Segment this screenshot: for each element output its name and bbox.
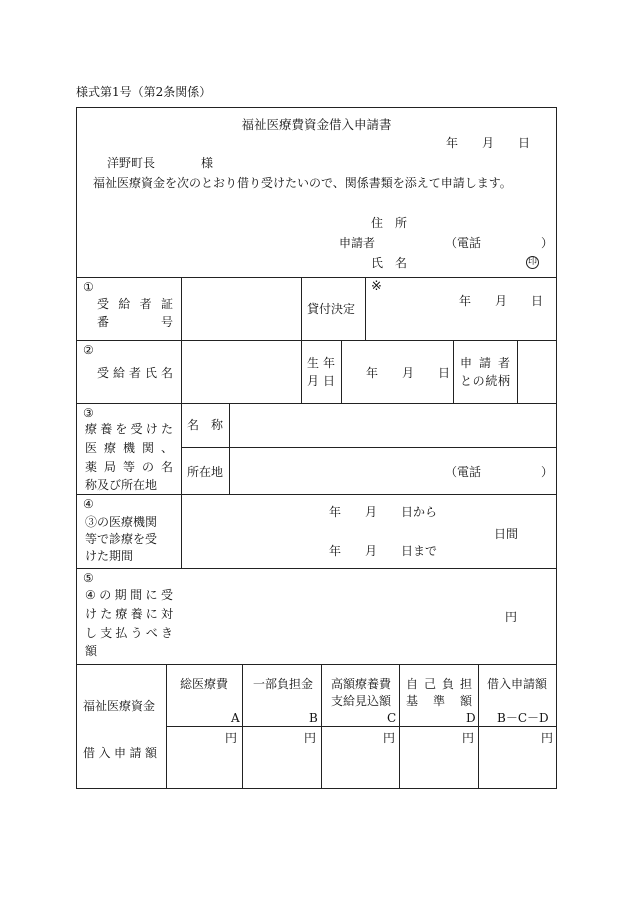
high-cost-benefit-label-1: 高額療養費 <box>331 677 392 691</box>
treatment-period-label-1: ③の医療機関 <box>85 515 158 529</box>
period-to-suffix: 日まで <box>401 544 438 558</box>
loan-decision-label: 貸付決定 <box>307 302 356 316</box>
self-pay-standard-label-1 <box>406 678 472 690</box>
column-letter-b: B <box>309 711 318 725</box>
label-char: 額 <box>459 694 472 708</box>
institution-label-4: 称及び所在地 <box>85 478 158 492</box>
period-from-month: 月 <box>365 505 378 519</box>
label-char: 年 <box>322 356 335 370</box>
label-char: 基 <box>406 694 419 708</box>
label-char: 受 <box>97 297 110 311</box>
loan-decision-year: 年 <box>459 294 472 308</box>
header-month: 月 <box>482 136 495 150</box>
recipient-cert-label-2 <box>97 316 173 328</box>
label-char: う <box>130 626 143 640</box>
column-e-unit: 円 <box>541 731 554 745</box>
column-divider <box>341 340 342 403</box>
label-char: 等 <box>122 460 135 474</box>
loan-request-amount-label: 借入申請額 <box>487 677 548 691</box>
row-divider <box>181 447 556 448</box>
label-char: 対 <box>160 607 173 621</box>
addressee: 洋野町長 <box>107 156 156 170</box>
partial-copay-label: 一部負担金 <box>253 677 314 691</box>
label-char: 局 <box>103 460 116 474</box>
seal-mark: 印 <box>527 257 537 267</box>
birth-month: 月 <box>402 366 415 380</box>
row-divider <box>77 494 556 495</box>
label-char: 氏 <box>144 366 157 380</box>
birthdate-label-2 <box>307 375 335 387</box>
column-letter-d: D <box>466 711 476 725</box>
label-char: 月 <box>307 374 320 388</box>
label-char: ④ <box>85 588 96 602</box>
column-divider <box>166 664 167 788</box>
payment-label-4: 額 <box>85 644 98 658</box>
label-char: を <box>115 422 128 436</box>
payment-label-1 <box>85 589 173 601</box>
label-char: 関 <box>141 441 154 455</box>
label-char: 機 <box>122 441 135 455</box>
relation-label-1 <box>460 357 510 369</box>
loan-decision-month: 月 <box>495 294 508 308</box>
institution-label-3 <box>85 461 173 473</box>
column-letter-a: A <box>231 711 240 725</box>
label-char: 支 <box>100 626 113 640</box>
column-d-unit: 円 <box>462 731 475 745</box>
column-divider <box>321 664 322 788</box>
label-char: 間 <box>130 588 143 602</box>
applicant-name-label: 氏 名 <box>371 256 408 270</box>
label-char: 療 <box>85 422 98 436</box>
label-char: 生 <box>307 356 320 370</box>
column-letter-c: C <box>387 711 397 725</box>
application-statement: 福祉医療資金を次のとおり借り受けたいので、関係書類を添えて申請します。 <box>93 176 512 190</box>
label-char: 己 <box>423 677 436 691</box>
birthdate-label-1 <box>307 357 335 369</box>
institution-phone-label: （電話 ） <box>445 465 554 479</box>
label-char: の <box>141 460 154 474</box>
treatment-period-label-3: けた期間 <box>85 549 134 563</box>
label-char: た <box>100 607 113 621</box>
birth-year: 年 <box>366 366 379 380</box>
column-divider <box>301 277 302 403</box>
label-char: 医 <box>85 441 98 455</box>
label-char: の <box>99 588 112 602</box>
period-to-month: 月 <box>365 544 378 558</box>
recipient-name-label <box>97 367 173 379</box>
institution-location-label: 所在地 <box>187 465 224 479</box>
label-char: 借 <box>83 746 96 760</box>
label-char: の <box>472 374 485 388</box>
label-char: と <box>460 374 473 388</box>
institution-label-1 <box>85 423 173 435</box>
applicant-label: 申請者 <box>339 236 376 250</box>
column-divider <box>242 664 243 788</box>
column-divider <box>453 340 454 403</box>
label-char: 号 <box>160 315 173 329</box>
column-divider <box>517 340 518 403</box>
column-c-unit: 円 <box>383 731 396 745</box>
form-number-label: 様式第1号（第2条関係） <box>76 85 212 99</box>
label-char: 、 <box>160 441 173 455</box>
office-use-mark: ※ <box>371 279 382 294</box>
row-number-4: ④ <box>83 497 94 511</box>
loan-label-1: 福祉医療資金 <box>83 699 156 713</box>
label-char: 入 <box>98 746 111 760</box>
period-days: 日間 <box>494 527 519 541</box>
label-char: 日 <box>322 374 335 388</box>
form-title: 福祉医療費資金借入申請書 <box>241 117 392 132</box>
label-char: け <box>145 422 158 436</box>
label-char: 自 <box>406 677 419 691</box>
period-from-suffix: 日から <box>401 505 438 519</box>
label-char: 名 <box>160 366 173 380</box>
treatment-period-label-2: 等で診療を受 <box>85 532 158 546</box>
payment-label-2 <box>85 608 173 620</box>
label-char: に <box>145 588 158 602</box>
label-char: け <box>85 607 98 621</box>
row-number-3: ③ <box>83 406 94 420</box>
row-divider <box>77 340 556 341</box>
label-char: 負 <box>441 677 454 691</box>
label-char: 番 <box>97 315 110 329</box>
period-to-year: 年 <box>329 544 342 558</box>
label-char: し <box>85 626 98 640</box>
label-char: 証 <box>160 297 173 311</box>
label-char: 期 <box>114 588 127 602</box>
row-divider <box>166 726 556 727</box>
label-char: た <box>160 422 173 436</box>
column-divider <box>365 277 366 340</box>
label-char: 受 <box>160 588 173 602</box>
row-divider <box>77 403 556 404</box>
loan-application-form <box>76 107 557 789</box>
address-label: 住 所 <box>371 216 408 230</box>
row-divider <box>77 664 556 665</box>
column-formula: B－C－D <box>497 711 549 725</box>
row-divider <box>77 277 556 278</box>
label-char: 養 <box>100 422 113 436</box>
label-char: べ <box>145 626 158 640</box>
label-char: 療 <box>115 607 128 621</box>
birth-day: 日 <box>438 366 451 380</box>
loan-decision-day: 日 <box>531 294 544 308</box>
relation-label-2 <box>460 375 510 387</box>
column-divider <box>181 277 182 568</box>
label-char: 者 <box>139 297 152 311</box>
column-divider <box>478 664 479 788</box>
row-number-2: ② <box>83 343 94 357</box>
total-medical-cost-label: 総医療費 <box>180 677 229 691</box>
loan-label-2 <box>83 747 157 759</box>
row-number-1: ① <box>83 280 94 294</box>
high-cost-benefit-label-2: 支給見込額 <box>331 694 392 708</box>
honorific: 様 <box>201 156 214 170</box>
label-char: 申 <box>113 746 126 760</box>
label-char: 払 <box>115 626 128 640</box>
payment-label-3 <box>85 627 173 639</box>
column-b-unit: 円 <box>304 731 317 745</box>
institution-label-2 <box>85 442 173 454</box>
label-char: 薬 <box>85 460 98 474</box>
recipient-cert-label-1 <box>97 298 173 310</box>
self-pay-standard-label-2 <box>406 695 472 707</box>
applicant-phone-label: （電話 ） <box>445 236 554 250</box>
label-char: 続 <box>485 374 498 388</box>
payment-unit: 円 <box>505 610 518 624</box>
label-char: 柄 <box>497 374 510 388</box>
institution-name-label: 名 称 <box>187 418 224 432</box>
header-year: 年 <box>446 136 459 150</box>
label-char: 者 <box>497 356 510 370</box>
label-char: き <box>160 626 173 640</box>
period-from-year: 年 <box>329 505 342 519</box>
label-char: 申 <box>460 356 473 370</box>
label-char: 療 <box>103 441 116 455</box>
header-day: 日 <box>518 136 531 150</box>
label-char: 請 <box>478 356 491 370</box>
column-divider <box>399 664 400 788</box>
label-char: に <box>145 607 158 621</box>
row-number-5: ⑤ <box>83 571 94 585</box>
column-a-unit: 円 <box>225 731 238 745</box>
row-divider <box>77 568 556 569</box>
label-char: 養 <box>130 607 143 621</box>
label-char: 請 <box>129 746 142 760</box>
label-char: 名 <box>160 460 173 474</box>
label-char: 額 <box>144 746 157 760</box>
label-char: 給 <box>118 297 131 311</box>
label-char: 給 <box>112 366 125 380</box>
label-char: 準 <box>432 694 445 708</box>
column-divider <box>229 403 230 494</box>
label-char: 受 <box>130 422 143 436</box>
label-char: 受 <box>97 366 110 380</box>
label-char: 者 <box>128 366 141 380</box>
label-char: 担 <box>459 677 472 691</box>
